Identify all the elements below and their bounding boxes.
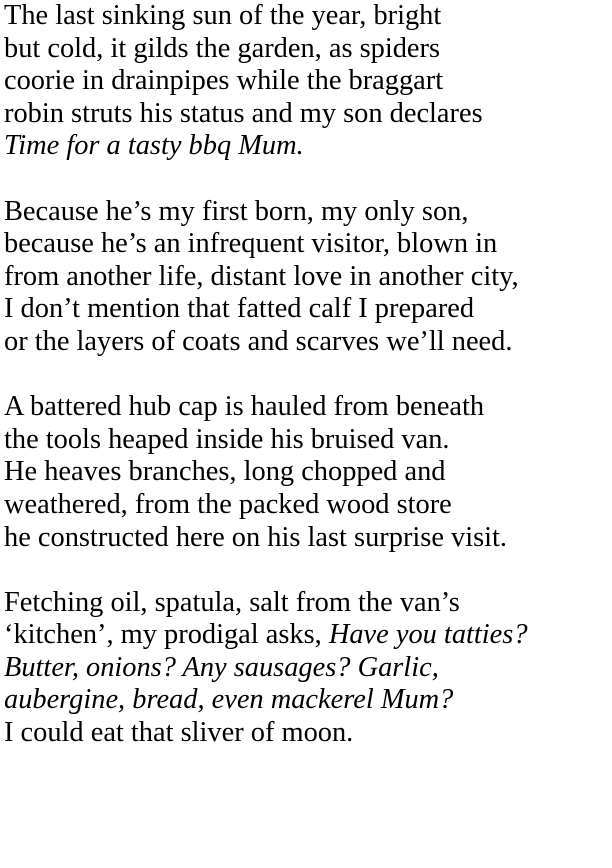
line-text: coorie in drainpipes while the braggart: [4, 65, 444, 97]
line-text: I don’t mention that fatted calf I prepared: [4, 293, 475, 325]
poem-line: [4, 587, 610, 620]
poem-line: [4, 261, 610, 294]
poem-line: [4, 684, 610, 717]
line-text: but cold, it gilds the garden, as spiders: [4, 32, 441, 64]
poem-line: [4, 522, 610, 555]
line-text: the tools heaped inside his bruised van.: [4, 423, 450, 455]
stanza-1: [4, 0, 610, 163]
poem: [4, 0, 610, 782]
line-text: ‘kitchen’, my prodigal asks,: [4, 619, 329, 651]
line-text: from another life, distant love in another city,: [4, 260, 519, 292]
poem-line: [4, 130, 610, 163]
stanza-4: [4, 587, 610, 750]
line-text: Fetching oil, spatula, salt from the van’s: [4, 586, 460, 618]
line-text: he constructed here on his last surprise visit.: [4, 521, 508, 553]
poem-line: [4, 424, 610, 457]
stanza-2: [4, 196, 610, 359]
line-text: or the layers of coats and scarves we’ll need.: [4, 325, 513, 357]
poem-line: [4, 98, 610, 131]
stanza-3: [4, 391, 610, 554]
line-text: A battered hub cap is hauled from beneath: [4, 391, 485, 423]
poem-line: [4, 717, 610, 750]
line-text: The last sinking sun of the year, bright: [4, 0, 442, 31]
poem-line: [4, 652, 610, 685]
line-text-italic: Butter, onions? Any sausages? Garlic,: [4, 651, 439, 683]
line-text: Because he’s my first born, my only son,: [4, 195, 469, 227]
poem-line: [4, 0, 610, 33]
poem-line: [4, 65, 610, 98]
line-text: He heaves branches, long chopped and: [4, 456, 446, 488]
poem-line: [4, 33, 610, 66]
poem-line: [4, 196, 610, 229]
poem-line: [4, 456, 610, 489]
poem-line: [4, 293, 610, 326]
line-text: robin struts his status and my son declares: [4, 97, 483, 129]
line-text-italic: Have you tatties?: [328, 619, 528, 651]
poem-line: [4, 326, 610, 359]
line-text-italic: Time for a tasty bbq Mum.: [4, 130, 304, 162]
poem-line: [4, 391, 610, 424]
poem-line: [4, 228, 610, 261]
line-text: weathered, from the packed wood store: [4, 488, 452, 520]
line-text: I could eat that sliver of moon.: [4, 717, 354, 749]
poem-line: [4, 489, 610, 522]
poem-line: [4, 619, 610, 652]
line-text-italic: aubergine, bread, even mackerel Mum?: [4, 684, 454, 716]
line-text: because he’s an infrequent visitor, blown in: [4, 228, 498, 260]
